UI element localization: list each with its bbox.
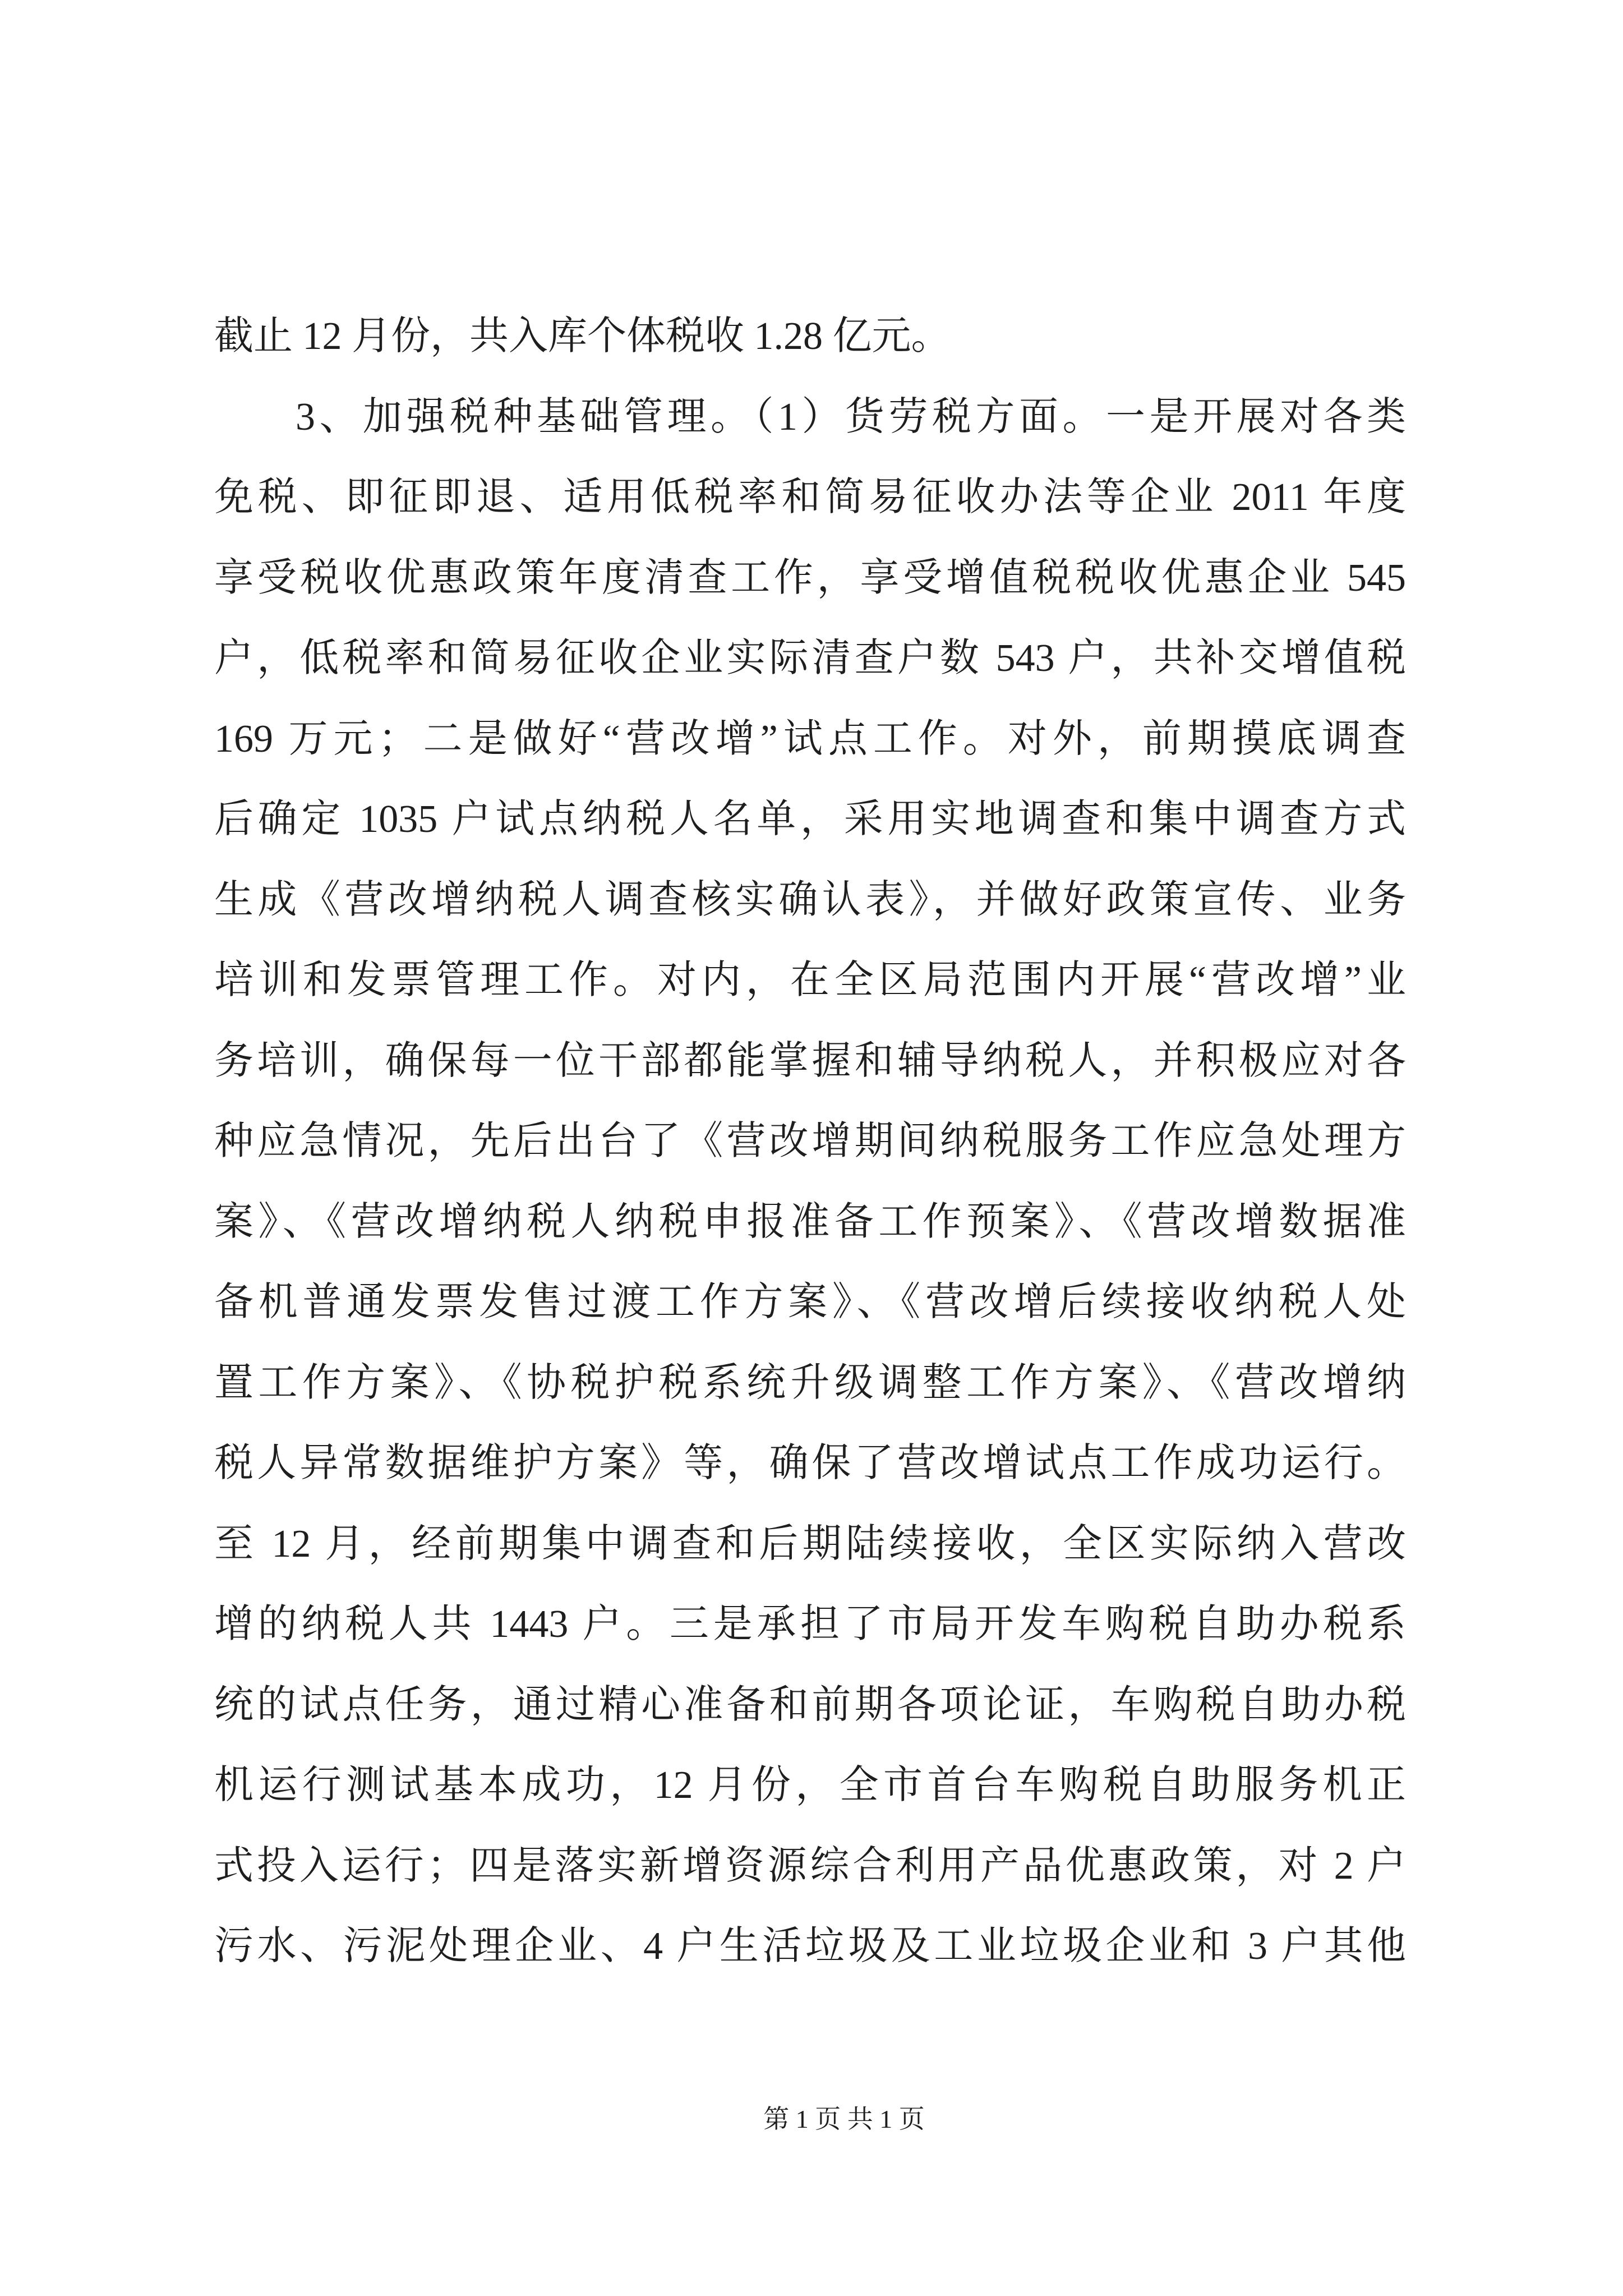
text-line: 生成《营改增纳税人调查核实确认表》，并做好政策宣传、业务 xyxy=(214,878,1406,922)
text-line: 种应急情况，先后出台了《营改增期间纳税服务工作应急处理方 xyxy=(214,1120,1406,1163)
text-line: 截止 12 月份，共入库个体税收 1.28 亿元。 xyxy=(214,315,951,358)
text-line: 至 12 月，经前期集中调查和后期陆续接收，全区实际纳入营改 xyxy=(214,1522,1406,1566)
text-line: 增的纳税人共 1443 户。三是承担了市局开发车购税自助办税系 xyxy=(214,1603,1406,1646)
text-line: 户，低税率和简易征收企业实际清查户数 543 户，共补交增值税 xyxy=(214,637,1406,680)
text-line: 污水、污泥处理企业、4 户生活垃圾及工业垃圾企业和 3 户其他 xyxy=(214,1925,1406,1968)
text-line: 培训和发票管理工作。对内，在全区局范围内开展“营改增”业 xyxy=(214,959,1406,1002)
paragraph xyxy=(214,296,1406,377)
text-line: 备机普通发票发售过渡工作方案》、《营改增后续接收纳税人处 xyxy=(214,1281,1406,1324)
text-line: 机运行测试基本成功，12 月份，全市首台车购税自助服务机正 xyxy=(214,1764,1406,1807)
page-footer: 第 1 页 共 1 页 xyxy=(763,2105,925,2133)
document-body xyxy=(214,296,1406,1987)
text-line: 免税、即征即退、适用低税率和简易征收办法等企业 2011 年度 xyxy=(214,476,1406,519)
paragraph xyxy=(214,377,1406,1987)
text-line: 务培训，确保每一位干部都能掌握和辅导纳税人，并积极应对各 xyxy=(214,1039,1406,1083)
text-line: 169 万元；二是做好“营改增”试点工作。对外，前期摸底调查 xyxy=(214,717,1406,761)
text-line: 式投入运行；四是落实新增资源综合利用产品优惠政策，对 2 户 xyxy=(214,1844,1406,1888)
text-line: 置工作方案》、《协税护税系统升级调整工作方案》、《营改增纳 xyxy=(214,1361,1406,1405)
text-line: 统的试点任务，通过精心准备和前期各项论证，车购税自助办税 xyxy=(214,1683,1406,1727)
text-line: 后确定 1035 户试点纳税人名单，采用实地调查和集中调查方式 xyxy=(214,798,1406,841)
text-line: 3、加强税种基础管理。（1）货劳税方面。一是开展对各类 xyxy=(296,395,1406,439)
text-line: 享受税收优惠政策年度清查工作，享受增值税税收优惠企业 545 xyxy=(214,556,1406,600)
text-line: 税人异常数据维护方案》等，确保了营改增试点工作成功运行。 xyxy=(214,1442,1406,1485)
text-line: 案》、《营改增纳税人纳税申报准备工作预案》、《营改增数据准 xyxy=(214,1200,1406,1244)
